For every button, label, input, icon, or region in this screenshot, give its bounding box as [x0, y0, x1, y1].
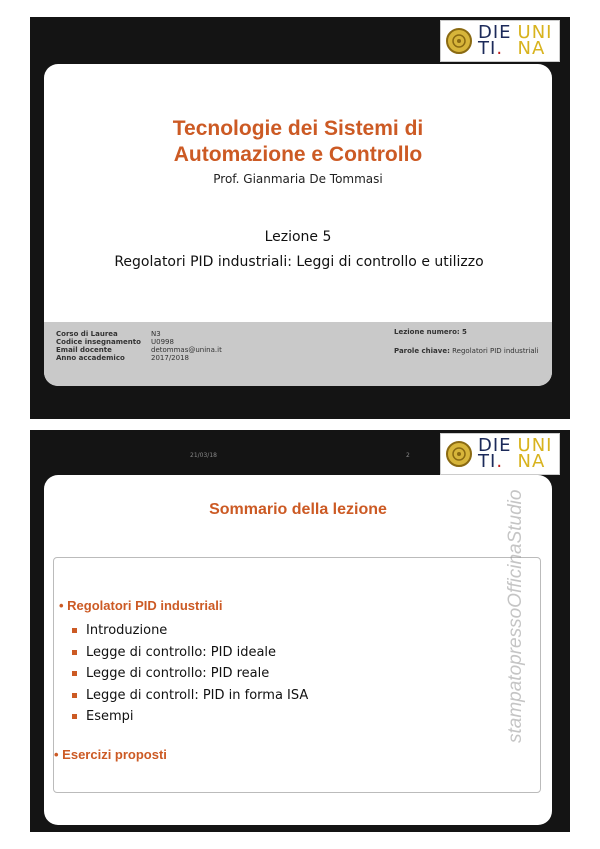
info-label: Email docente: [56, 346, 112, 354]
bullet-esercizi: • Esercizi proposti: [54, 747, 167, 762]
professor-name: Prof. Gianmaria De Tommasi: [213, 172, 383, 186]
square-bullet-icon: [72, 628, 77, 633]
info-value: detommas@unina.it: [151, 346, 222, 354]
info-values: [151, 330, 222, 362]
square-bullet-icon: [72, 650, 77, 655]
info-label: Corso di Laurea: [56, 330, 118, 338]
lecture-topic: Regolatori PID industriali: Leggi di controllo e utilizzo: [114, 254, 484, 270]
university-logo: [440, 433, 560, 475]
lesson-number-label: Lezione numero:: [394, 328, 460, 336]
sub-bullet-item: [72, 663, 308, 685]
sub-bullet-item: [72, 706, 308, 728]
course-title-line1: Tecnologie dei Sistemi di: [172, 117, 424, 140]
square-bullet-icon: [72, 671, 77, 676]
sub-bullet-item: [72, 642, 308, 664]
summary-slide-card: [44, 475, 552, 825]
watermark-text: stampatopressoOfficinaStudio: [505, 489, 526, 743]
square-bullet-icon: [72, 693, 77, 698]
sub-bullet-text: Esempi: [86, 709, 134, 724]
keywords-value: Regolatori PID industriali: [452, 347, 539, 355]
slide-date: 21/03/18: [190, 452, 217, 459]
course-title: [44, 116, 552, 168]
sub-bullet-item: [72, 620, 308, 642]
sub-bullet-text: Legge di controllo: PID ideale: [86, 644, 277, 660]
seal-icon: [446, 28, 472, 54]
logo-dot: .: [496, 38, 504, 59]
lecture-label: Lezione 5: [264, 229, 332, 245]
sub-bullet-item: [72, 685, 308, 707]
info-value: N3: [151, 330, 161, 338]
seal-icon: [446, 441, 472, 467]
slide-2: [30, 430, 570, 832]
logo-text-uni: UNI: [517, 22, 553, 43]
sub-bullet-list: [72, 620, 308, 728]
logo-text-uni: UNI: [517, 435, 553, 456]
logo-dot: .: [496, 451, 504, 472]
square-bullet-icon: [72, 714, 77, 719]
sub-bullet-text: Introduzione: [86, 623, 168, 638]
logo-text-die: DIE: [478, 22, 512, 43]
course-title-line2: Automazione e Controllo: [173, 143, 423, 166]
bullet-text: Regolatori PID industriali: [67, 598, 223, 613]
summary-content-box: [53, 557, 541, 793]
info-value: 2017/2018: [151, 354, 189, 362]
lesson-meta: [394, 328, 539, 355]
bullet-pid-industriali: • Regolatori PID industriali: [59, 598, 223, 613]
info-label: Codice insegnamento: [56, 338, 141, 346]
logo-text-ti: TI: [478, 451, 497, 472]
logo-text-na: NA: [517, 451, 546, 472]
logo-text-ti: TI: [478, 38, 497, 59]
keywords-label: Parole chiave:: [394, 347, 450, 355]
slide-1: [30, 17, 570, 419]
logo-text-na: NA: [517, 38, 546, 59]
info-value: U0998: [151, 338, 174, 346]
lesson-number-value: 5: [461, 328, 467, 336]
info-labels: [56, 330, 141, 362]
sub-bullet-text: Legge di controllo: PID reale: [86, 666, 270, 681]
slide-page-number: 2: [406, 452, 410, 459]
sub-bullet-text: Legge di controll: PID in forma ISA: [86, 687, 309, 703]
bullet-text: Esercizi proposti: [62, 747, 167, 762]
summary-title: Sommario della lezione: [209, 501, 387, 518]
title-slide-card: [44, 64, 552, 386]
university-logo: [440, 20, 560, 62]
info-label: Anno accademico: [56, 354, 125, 362]
logo-text-die: DIE: [478, 435, 512, 456]
course-info-bar: [44, 322, 552, 386]
